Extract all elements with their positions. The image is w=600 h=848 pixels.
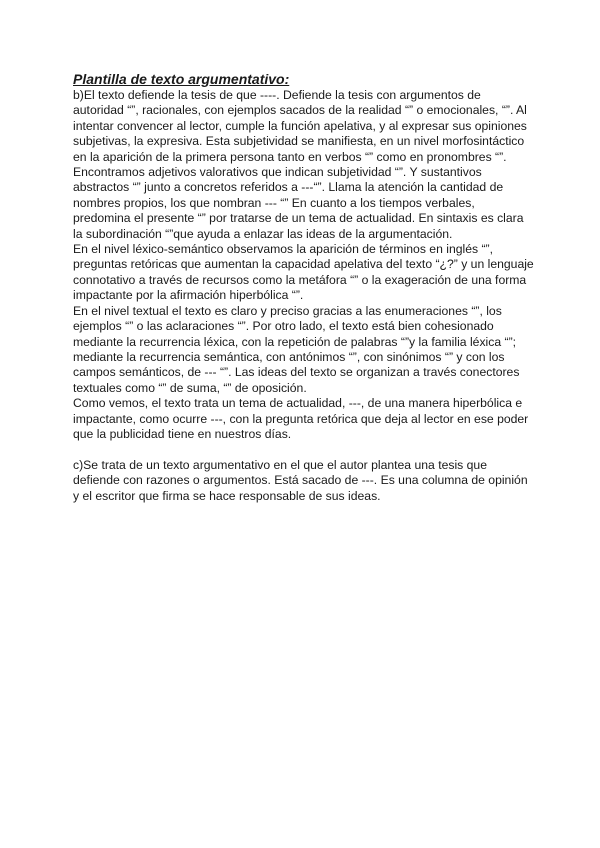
document-page (73, 71, 535, 504)
paragraph-lexical: En el nivel léxico-semántico observamos la aparición de términos en inglés “”, preguntas retóricas que aumentan la capacidad apelativa del texto “¿?” y un lenguaje connotativo a través de recursos como la metáfora “” o la exageración de una forma impactante por la afirmación hiperbólica “”. (73, 242, 534, 303)
paragraph-b: b)El texto defiende la tesis de que ----. Defiende la tesis con argumentos de autoridad “”, racionales, con ejemplos sacados de la realidad “” o emocionales, “”. Al intentar convencer al lector, cumple la función apelativa, y al expresar sus opiniones subjetivas, la expresiva. Esta subjetividad se manifiesta, en un nivel morfosintáctico en la aparición de la primera persona tanto en verbos “” como en pronombres “”. Encontramos adjetivos valorativos que indican subjetividad “”. Y sustantivos abstractos “” junto a concretos referidos a ---“”. Llama la atención la cantidad de nombres propios, los que nombran --- “” En cuanto a los tiempos verbales, predomina el presente “” por tratarse de un tema de actualidad. En sintaxis es clara la subordinación “”que ayuda a enlazar las ideas de la argumentación. (73, 88, 527, 241)
paragraph-textual: En el nivel textual el texto es claro y preciso gracias a las enumeraciones “”, los ejemplos “” o las aclaraciones “”. Por otro lado, el texto está bien cohesionado mediante la recurrencia léxica, con la repetición de palabras “”y la familia léxica “”; mediante la recurrencia semántica, con antónimos “”, con sinónimos “” y con los campos semánticos, de --- “”. Las ideas del texto se organizan a través conectores textuales como “” de suma, “” de oposición. (73, 303, 520, 395)
paragraph-spacer (73, 442, 535, 457)
document-title: Plantilla de texto argumentativo: (73, 71, 290, 87)
paragraph-conclusion: Como vemos, el texto trata un tema de actualidad, ---, de una manera hiperbólica e impactante, como ocurre ---, con la pregunta retórica que deja al lector en ese poder que la publicidad tiene en nuestros días. (73, 396, 529, 441)
paragraph-c: c)Se trata de un texto argumentativo en el que el autor plantea una tesis que defiende con razones o argumentos. Está sacado de ---. Es una columna de opinión y el escritor que firma se hace responsable de sus ideas. (73, 457, 528, 503)
